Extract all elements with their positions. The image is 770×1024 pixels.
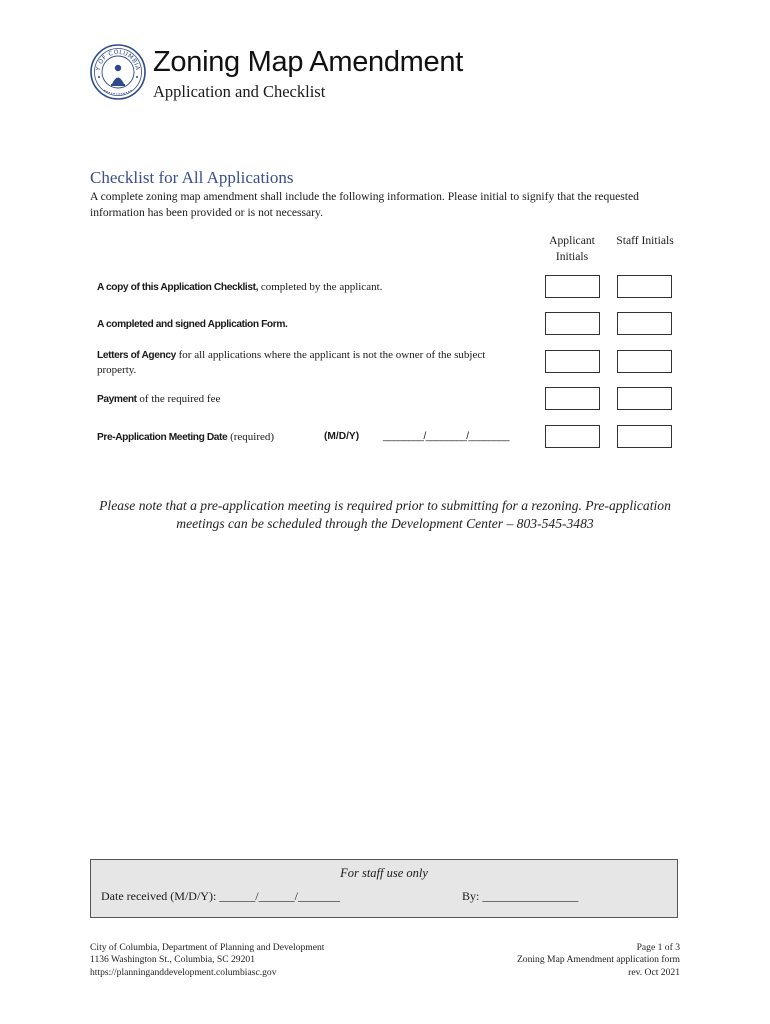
- revision-date: rev. Oct 2021: [628, 966, 680, 978]
- received-by-label: By:: [462, 889, 480, 903]
- applicant-initials-header: Applicant Initials: [549, 234, 595, 263]
- page-subtitle: Application and Checklist: [153, 82, 326, 101]
- applicant-initials-box-1[interactable]: [545, 275, 600, 298]
- item-text: completed by the applicant.: [258, 281, 383, 293]
- item-lead: Pre-Application Meeting Date: [97, 432, 228, 443]
- item-lead: A completed and signed Application Form.: [97, 319, 288, 330]
- staff-initials-box-1[interactable]: [617, 275, 672, 298]
- checklist-item-application-checklist: [97, 280, 517, 295]
- date-received-row: [101, 889, 340, 904]
- applicant-initials-box-5[interactable]: [545, 425, 600, 448]
- staff-initials-box-2[interactable]: [617, 312, 672, 335]
- staff-use-title: For staff use only: [340, 866, 428, 880]
- staff-initials-box-3[interactable]: [617, 350, 672, 373]
- staff-initials-box-4[interactable]: [617, 387, 672, 410]
- footer-department: City of Columbia, Department of Planning and Development: [90, 942, 325, 953]
- footer-page-info: [450, 942, 680, 979]
- applicant-initials-box-2[interactable]: [545, 312, 600, 335]
- received-by-field[interactable]: ________________: [482, 889, 579, 903]
- received-by-row: [462, 889, 578, 904]
- meeting-date-format-label: (M/D/Y): [324, 431, 360, 442]
- applicant-initials-box-3[interactable]: [545, 350, 600, 373]
- staff-use-box: [90, 859, 678, 918]
- item-text: for all applications where the applicant is not the owner of the subject property.: [97, 349, 486, 376]
- svg-text:CITY OF COLUMBIA SC: Y OF COLUMBIA: [94, 48, 142, 72]
- checklist-heading: Checklist for All Applications: [90, 168, 294, 187]
- footer-address: [90, 942, 324, 979]
- page-title: Zoning Map Amendment: [153, 46, 463, 78]
- checklist-item-letters-of-agency: [97, 348, 517, 378]
- applicant-initials-box-4[interactable]: [545, 387, 600, 410]
- checklist-intro: A complete zoning map amendment shall include the following information. Please initial to signify that the requested information has been provided or is not necessary.: [90, 190, 639, 219]
- checklist-item-payment: [97, 392, 517, 407]
- city-seal-logo: [90, 44, 146, 100]
- item-lead: A copy of this Application Checklist,: [97, 282, 259, 293]
- date-received-label: Date received (M/D/Y):: [101, 889, 217, 903]
- meeting-date-field[interactable]: ________/________/________: [383, 431, 510, 442]
- item-text: of the required fee: [136, 393, 221, 405]
- checklist-item-application-form: [97, 317, 517, 332]
- page-number: Page 1 of 3: [636, 942, 680, 953]
- item-lead: Payment: [97, 394, 137, 405]
- pre-application-note: Please note that a pre-application meeting is required prior to submitting for a rezoning. Pre-application meetings can be scheduled through the Development Center – 803-545-3483: [99, 498, 671, 531]
- staff-initials-box-5[interactable]: [617, 425, 672, 448]
- item-text: (required): [227, 431, 275, 443]
- footer-website: https://planninganddevelopment.columbiasc.gov: [90, 966, 277, 978]
- date-received-field[interactable]: ______/______/_______: [219, 889, 340, 903]
- form-name: Zoning Map Amendment application form: [516, 954, 680, 966]
- staff-initials-header: Staff Initials: [616, 234, 674, 247]
- item-lead: Letters of Agency: [97, 350, 176, 361]
- footer-street: 1136 Washington St., Columbia, SC 29201: [90, 954, 255, 966]
